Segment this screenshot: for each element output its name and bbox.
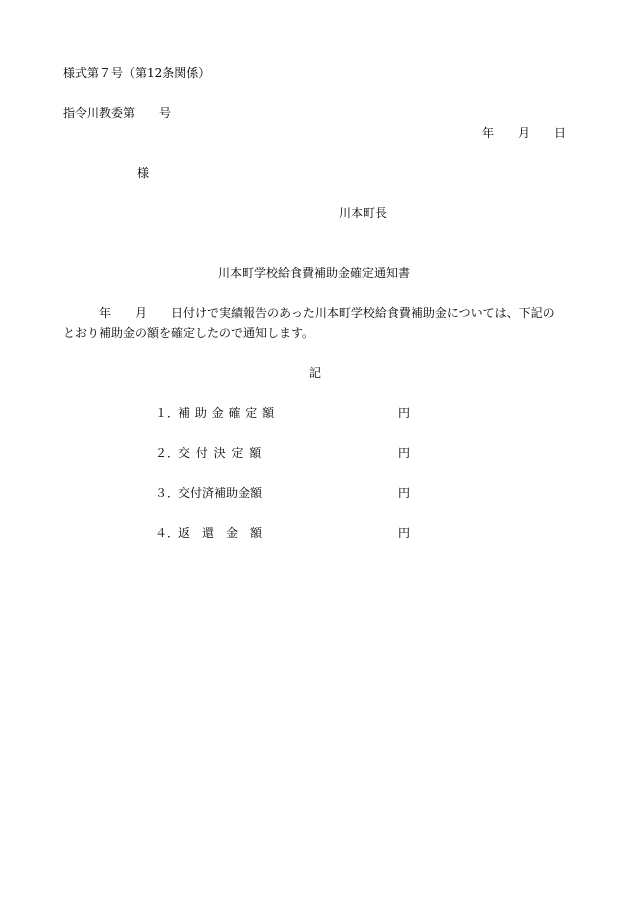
item-number: ２． — [155, 446, 180, 460]
item-number: ３． — [155, 486, 180, 500]
item-label: 返 還 金 額 — [178, 526, 263, 540]
item-label: 補 助 金 確 定 額 — [178, 406, 275, 420]
item-unit: 円 — [398, 446, 411, 460]
item-unit: 円 — [398, 526, 411, 540]
issuer: 川本町長 — [339, 206, 388, 220]
addressee-suffix: 様 — [137, 166, 150, 180]
form-number: 様式第７号（第12条関係） — [63, 66, 211, 80]
ki-heading: 記 — [309, 366, 322, 380]
item-unit: 円 — [398, 406, 411, 420]
date-line: 年 月 日 — [482, 126, 567, 140]
body-line-1: 年 月 日付けで実績報告のあった川本町学校給食費補助金については、下記の — [99, 306, 555, 320]
item-label: 交 付 決 定 額 — [178, 446, 263, 460]
reference-number: 指令川教委第 号 — [63, 106, 172, 120]
body-line-2: とおり補助金の額を確定したので通知します。 — [63, 326, 315, 340]
document-title: 川本町学校給食費補助金確定通知書 — [218, 266, 411, 280]
item-label: 交付済補助金額 — [178, 486, 263, 500]
item-number: ４． — [155, 526, 180, 540]
item-number: １． — [155, 406, 180, 420]
item-unit: 円 — [398, 486, 411, 500]
